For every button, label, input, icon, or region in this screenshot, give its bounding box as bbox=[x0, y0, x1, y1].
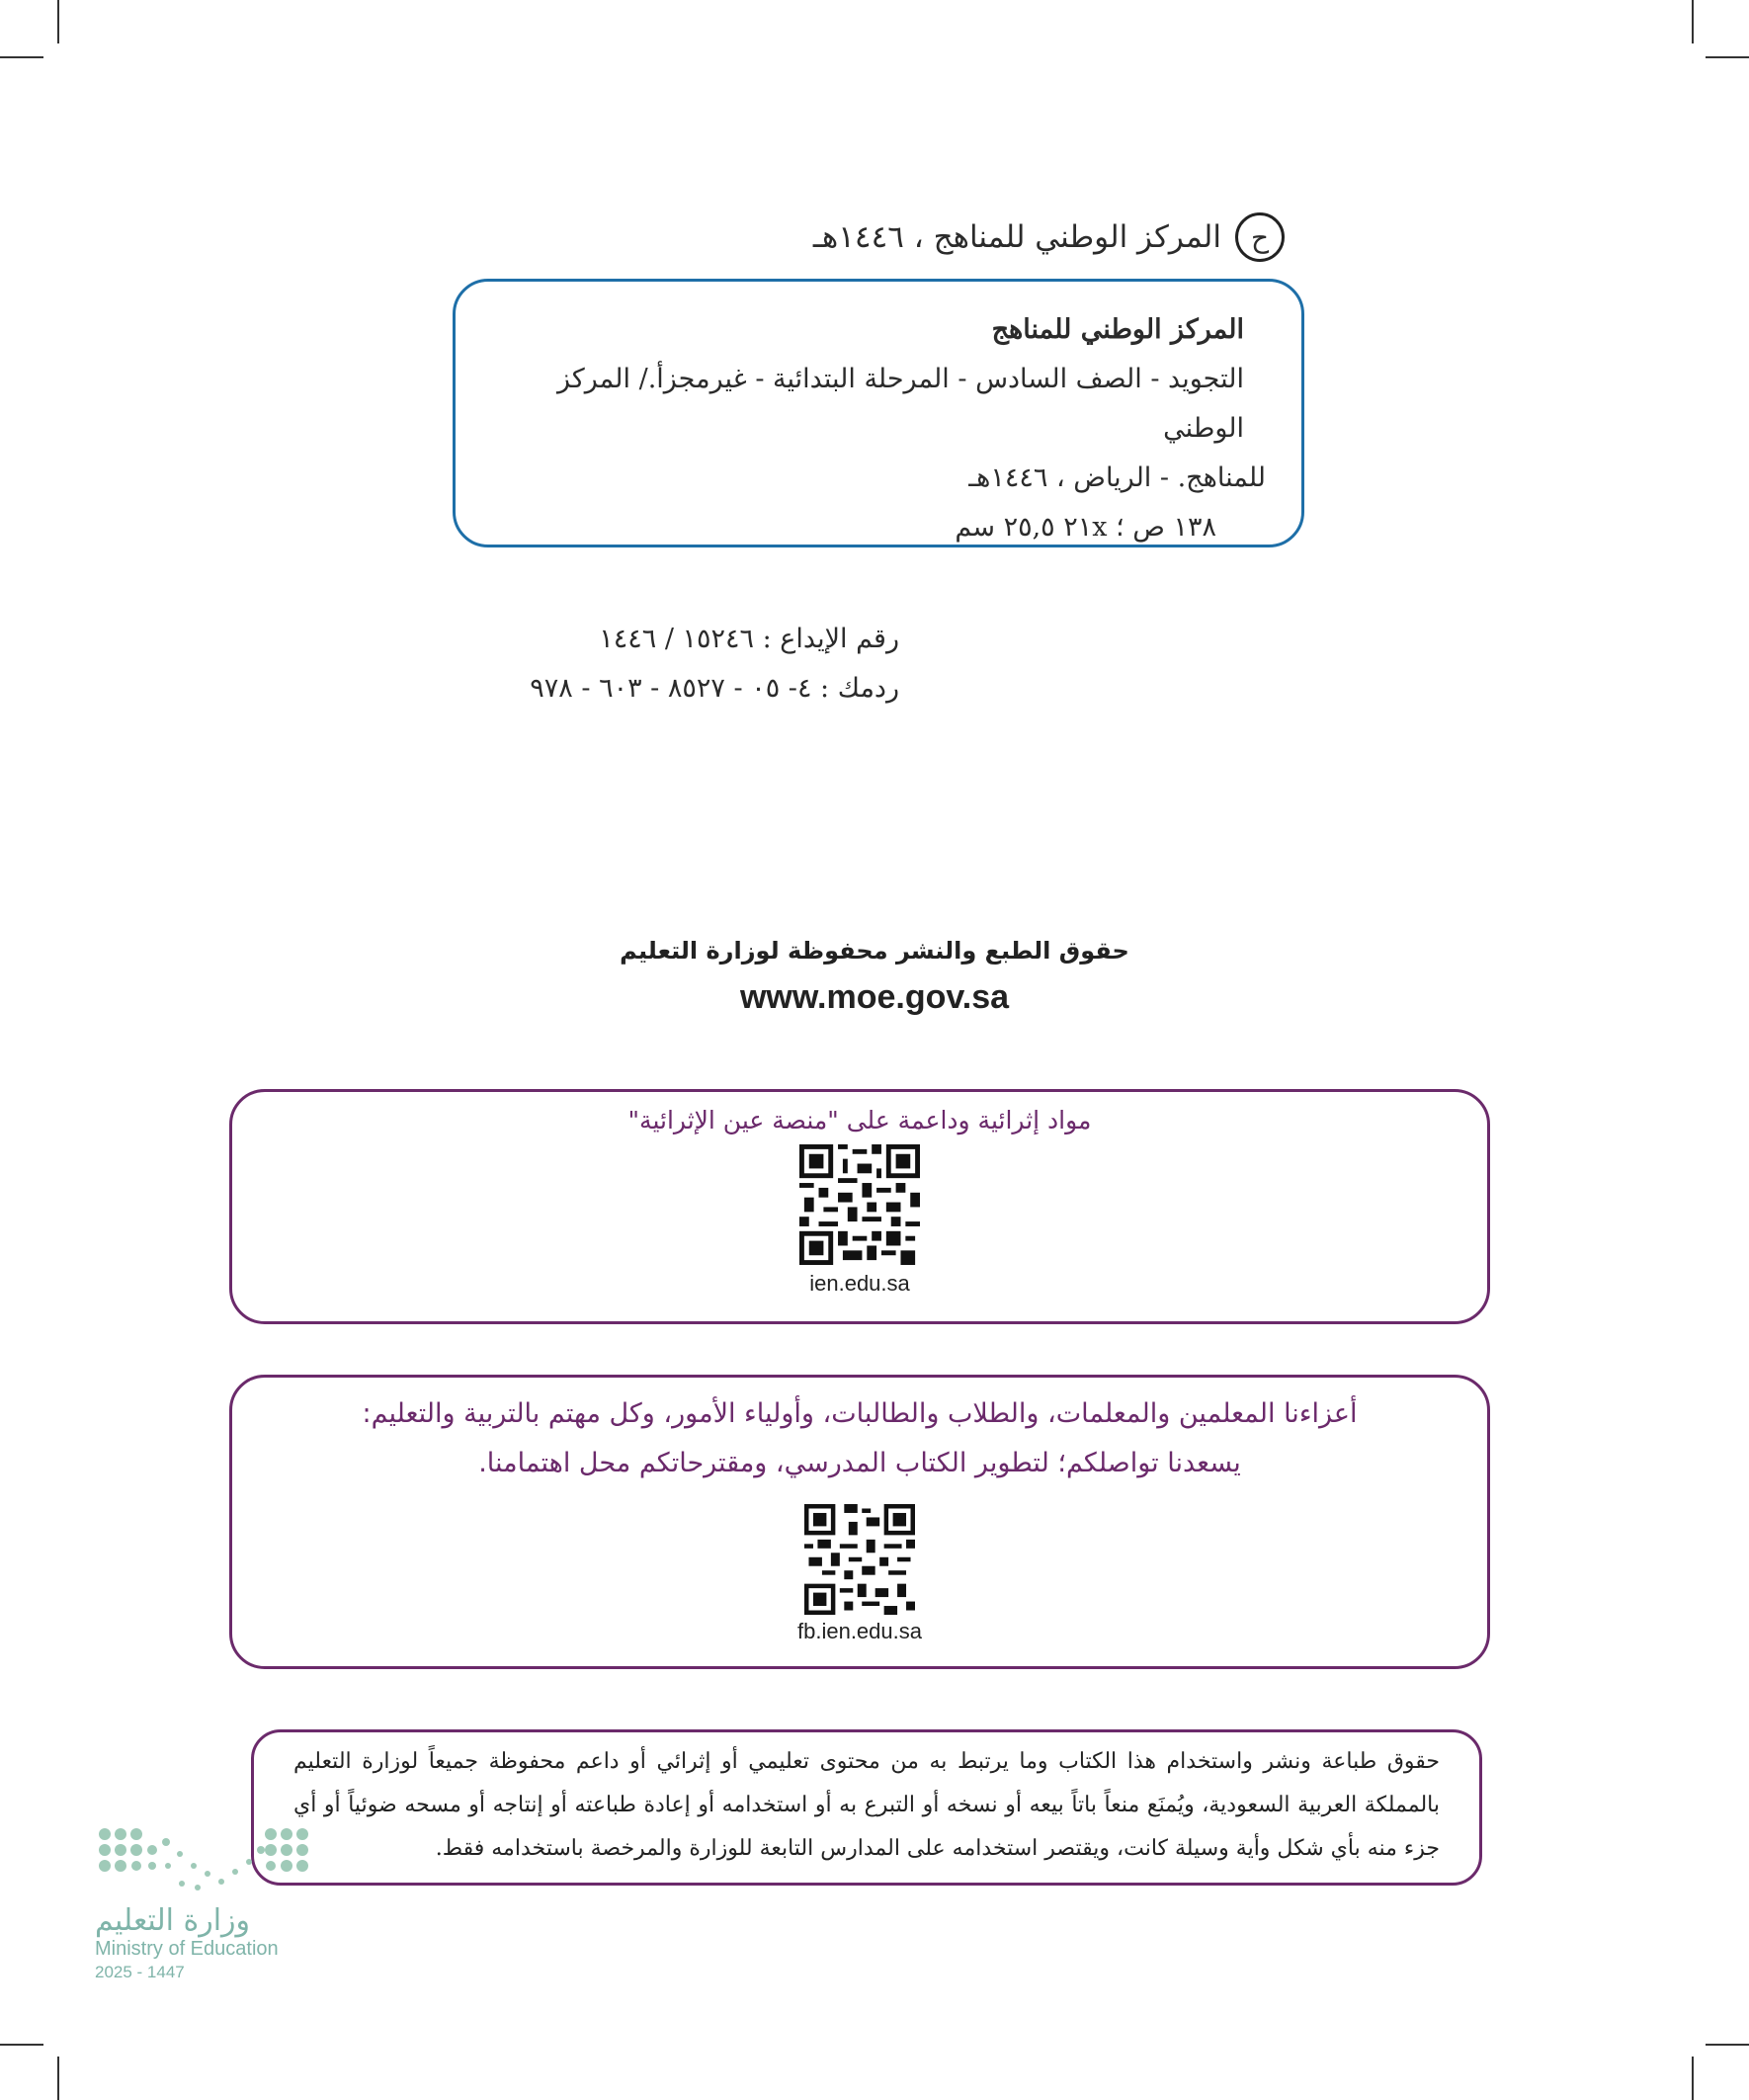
feedback-box bbox=[229, 1375, 1490, 1669]
crop-mark bbox=[1692, 0, 1694, 43]
crop-mark bbox=[0, 2044, 43, 2046]
logo-dots-icon bbox=[95, 1824, 312, 1895]
enrichment-box bbox=[229, 1089, 1490, 1324]
cip-description-line2: للمناهج. - الرياض ، ١٤٤٦هـ bbox=[968, 462, 1266, 493]
qr-code-icon[interactable] bbox=[804, 1504, 915, 1615]
website-link[interactable]: www.moe.gov.sa bbox=[739, 978, 1010, 1016]
copyright-text: المركز الوطني للمناهج ، ١٤٤٦هـ bbox=[812, 219, 1221, 255]
crop-mark bbox=[1706, 56, 1749, 58]
crop-mark bbox=[1706, 2044, 1749, 2046]
deposit-info bbox=[435, 615, 899, 714]
crop-mark bbox=[57, 2057, 59, 2100]
legal-notice: حقوق طباعة ونشر واستخدام هذا الكتاب وما يرتبط به من محتوى تعليمي أو إثرائي أو داعم محفوظة جميعاً لوزارة التعليم بالمملكة العربية السعودية، ويُمنَع منعاً باتاً بيعه أو نسخه أو التبرع به أو استخدامه أو إعادة طباعته أو إنتاجه أو مسحه ضوئياً أو أي جزء منه بأي شكل وأية وسيلة كانت، ويقتصر استخدامه على المدارس التابعة للوزارة والمرخصة باستخدامه فقط. bbox=[251, 1729, 1482, 1886]
enrichment-text: مواد إثرائية وداعمة على "منصة عين الإثرائية" bbox=[627, 1106, 1092, 1134]
feedback-qr-label[interactable]: fb.ien.edu.sa bbox=[797, 1619, 922, 1643]
feedback-line1: أعزاءنا المعلمين والمعلمات، والطلاب والطالبات، وأولياء الأمور، وكل مهتم بالتربية والتعليم: bbox=[362, 1398, 1358, 1429]
deposit-number: رقم الإيداع : ١٥٢٤٦ / ١٤٤٦ bbox=[599, 624, 899, 654]
logo-arabic: وزارة التعليم bbox=[95, 1903, 251, 1938]
ministry-logo bbox=[95, 1824, 322, 2012]
feedback-line2: يسعدنا تواصلكم؛ لتطوير الكتاب المدرسي، ومقترحاتكم محل اهتمامنا. bbox=[478, 1448, 1241, 1478]
logo-english: Ministry of Education bbox=[95, 1938, 279, 1960]
cip-publisher: المركز الوطني للمناهج bbox=[991, 314, 1244, 345]
copyright-symbol: ح bbox=[1235, 212, 1285, 262]
cip-physical: ١٣٨ ص ؛ ٢١x ٢٥,٥ سم bbox=[955, 512, 1216, 543]
cip-description-line1: التجويد - الصف السادس - المرحلة البتدائية - غيرمجزأ./ المركز الوطني bbox=[557, 364, 1244, 444]
rights-statement: حقوق الطبع والنشر محفوظة لوزارة التعليم bbox=[620, 937, 1129, 965]
copyright-header bbox=[810, 210, 1285, 265]
crop-mark bbox=[1692, 2057, 1694, 2100]
qr-code-icon[interactable] bbox=[799, 1144, 920, 1265]
enrichment-qr-label[interactable]: ien.edu.sa bbox=[809, 1271, 910, 1296]
crop-mark bbox=[57, 0, 59, 43]
cataloging-box bbox=[453, 279, 1304, 547]
logo-year: 2025 - 1447 bbox=[95, 1963, 185, 1981]
isbn: ردمك : ٤- ٠٥ - ٨٥٢٧ - ٦٠٣ - ٩٧٨ bbox=[530, 673, 899, 704]
crop-mark bbox=[0, 56, 43, 58]
